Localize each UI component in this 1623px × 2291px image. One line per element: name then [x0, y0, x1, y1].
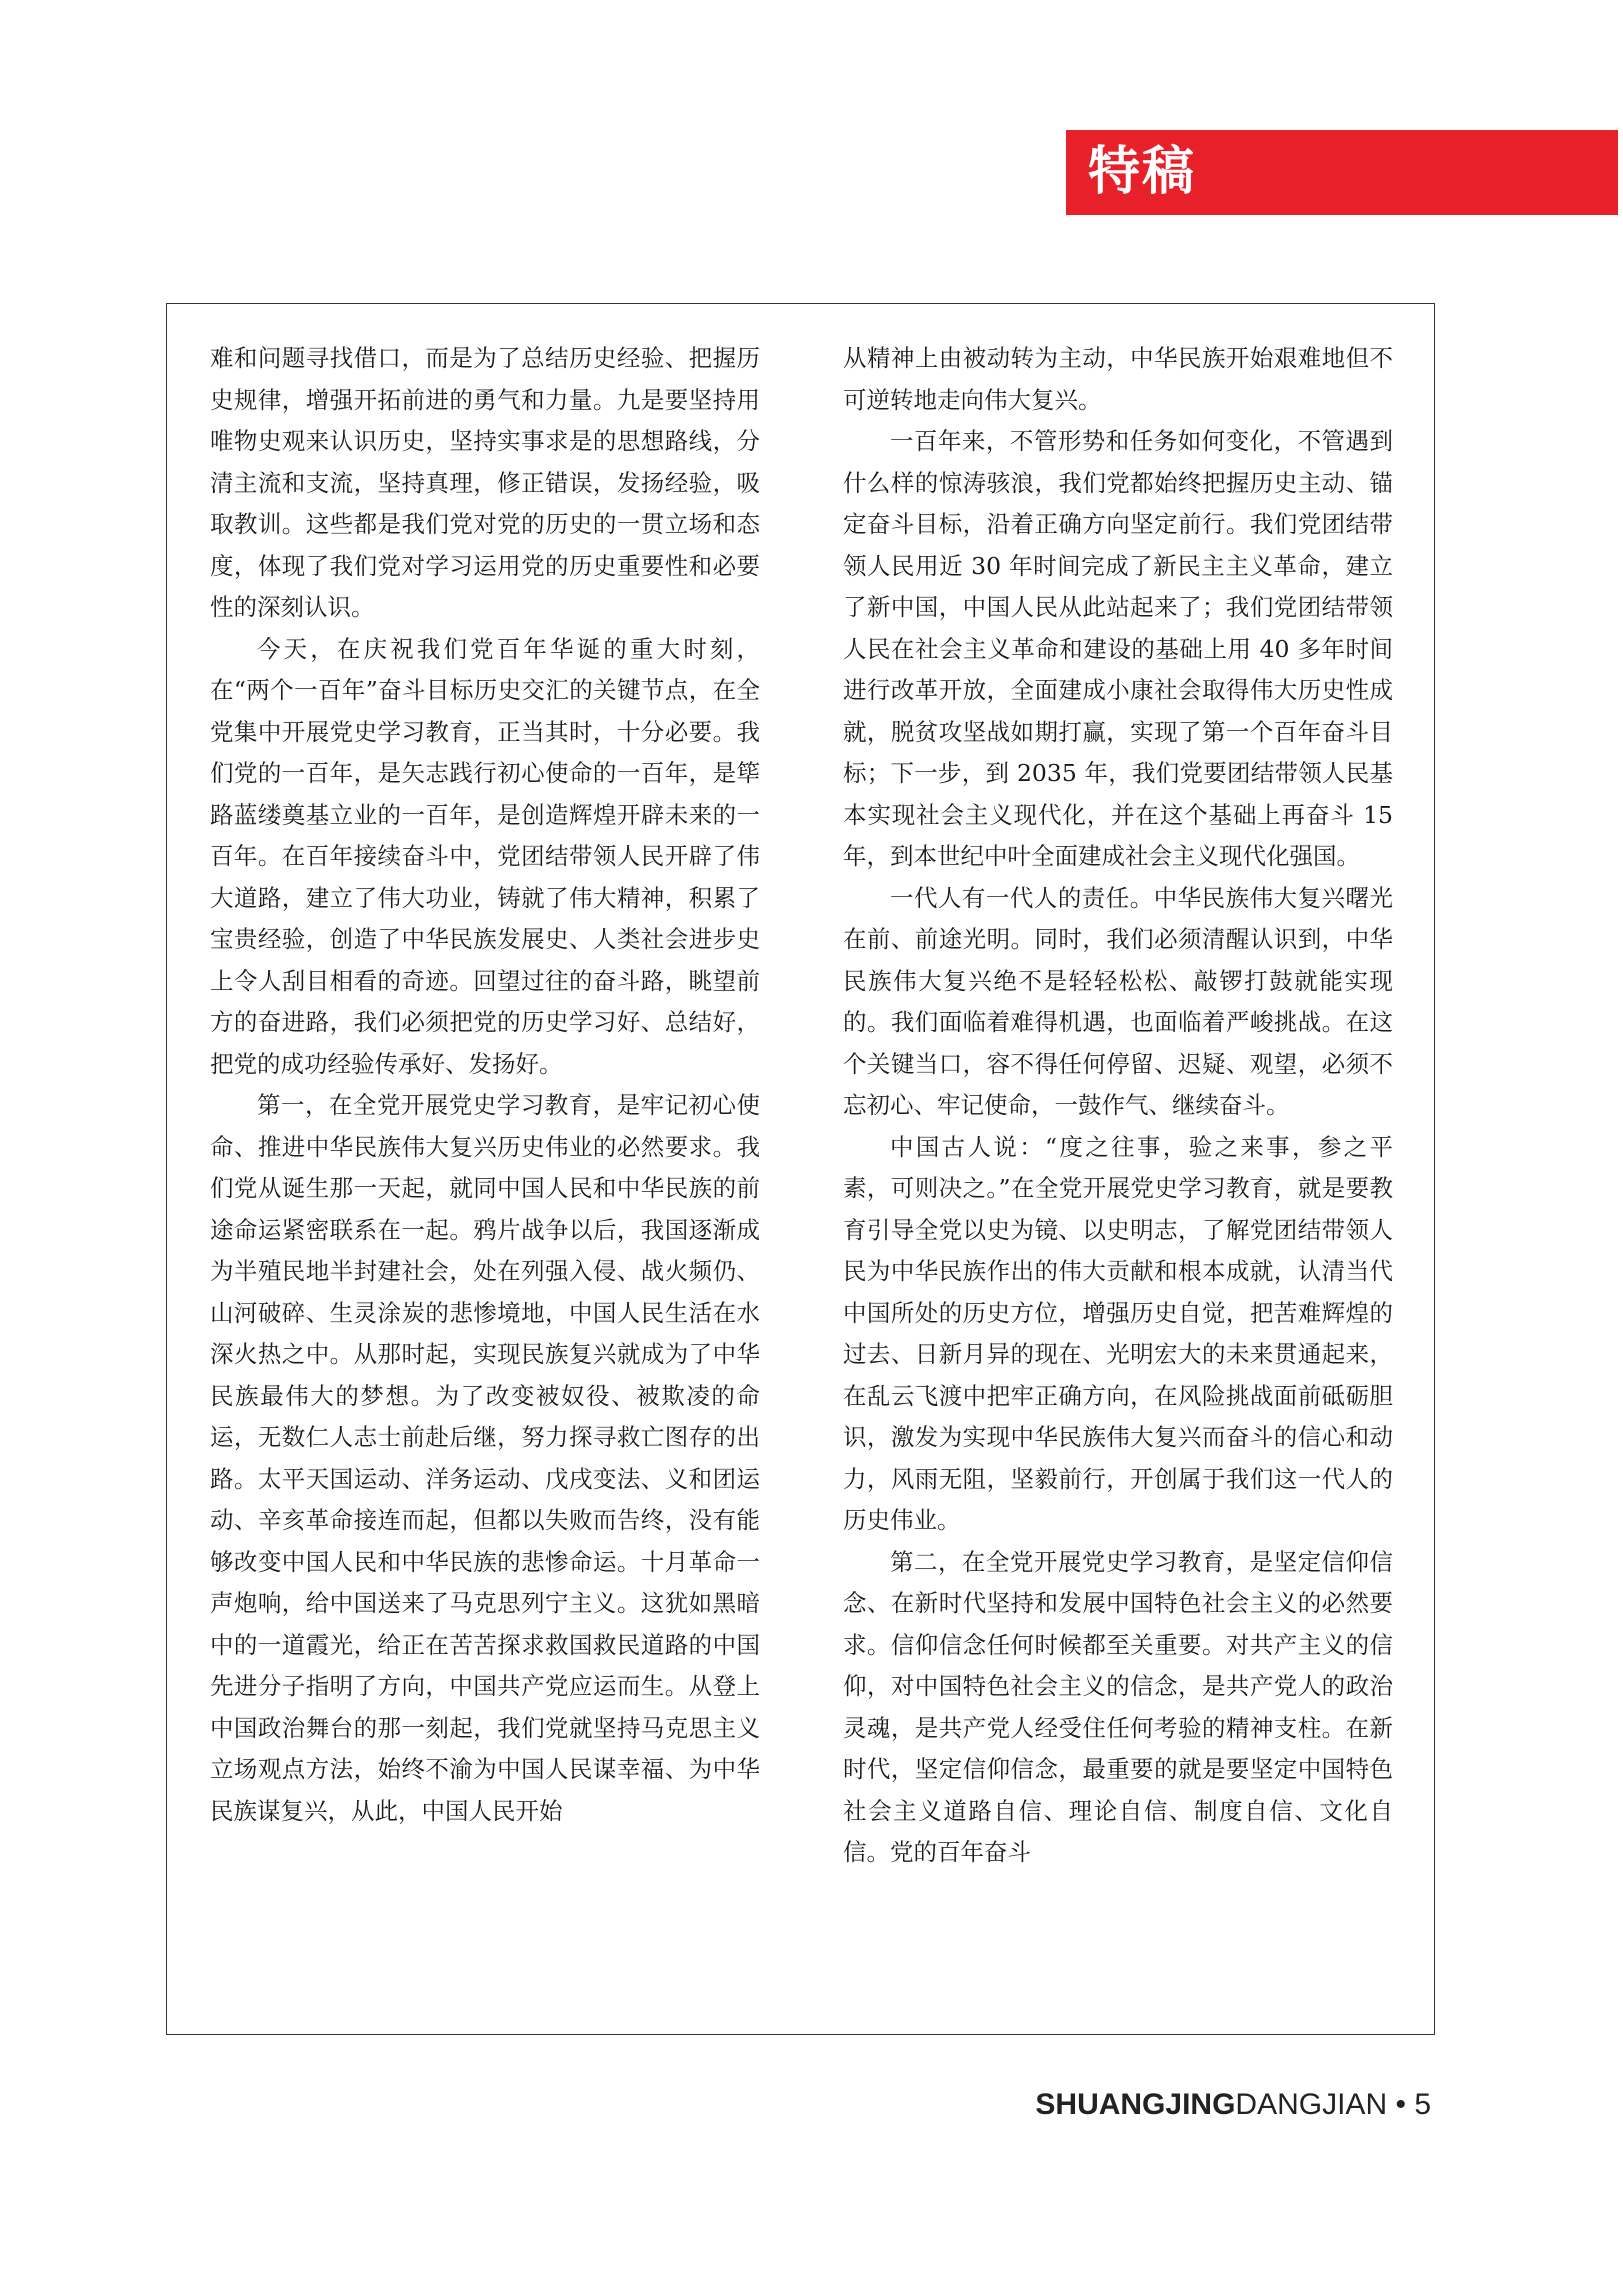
- article-body: [166, 303, 1435, 2035]
- left-column: [210, 338, 760, 1832]
- paragraph: 一代人有一代人的责任。中华民族伟大复兴曙光在前、前途光明。同时，我们必须清醒认识到，中华民族伟大复兴绝不是轻轻松松、敲锣打鼓就能实现的。我们面临着难得机遇，也面临着严峻挑战。在这个关键当口，容不得任何停留、迟疑、观望，必须不忘初心、牢记使命，一鼓作气、继续奋斗。: [843, 883, 1393, 1119]
- right-column: [843, 338, 1393, 1874]
- magazine-name-bold: SHUANGJING: [1035, 2088, 1236, 2121]
- paragraph: 从精神上由被动转为主动，中华民族开始艰难地但不可逆转地走向伟大复兴。: [843, 344, 1393, 414]
- paragraph: 一百年来，不管形势和任务如何变化，不管遇到什么样的惊涛骇浪，我们党都始终把握历史主动、锚定奋斗目标，沿着正确方向坚定前行。我们党团结带领人民用近 30 年时间完成了新民主主义革命，建立了新中国，中国人民从此站起来了；我们党团结带领人民在社会主义革命和建设的基础上用 40 多年时间进行改革开放，全面建成小康社会取得伟大历史性成就，脱贫攻坚战如期打赢，实现了第一个百年奋斗目标；下一步，到 2035 年，我们党要团结带领人民基本实现社会主义现代化，并在这个基础上再奋斗 15 年，到本世纪中叶全面建成社会主义现代化强国。: [843, 427, 1393, 870]
- footer-separator: •: [1395, 2088, 1406, 2121]
- page-number: 5: [1414, 2088, 1431, 2121]
- page-footer: [1035, 2088, 1431, 2122]
- paragraph: 今天，在庆祝我们党百年华诞的重大时刻，在“两个一百年”奋斗目标历史交汇的关键节点，在全党集中开展党史学习教育，正当其时，十分必要。我们党的一百年，是矢志践行初心使命的一百年，是筚路蓝缕奠基立业的一百年，是创造辉煌开辟未来的一百年。在百年接续奋斗中，党团结带领人民开辟了伟大道路，建立了伟大功业，铸就了伟大精神，积累了宝贵经验，创造了中华民族发展史、人类社会进步史上令人刮目相看的奇迹。回望过往的奋斗路，眺望前方的奋进路，我们必须把党的历史学习好、总结好，把党的成功经验传承好、发扬好。: [210, 634, 760, 1078]
- paragraph: 第一，在全党开展党史学习教育，是牢记初心使命、推进中华民族伟大复兴历史伟业的必然要求。我们党从诞生那一天起，就同中国人民和中华民族的前途命运紧密联系在一起。鸦片战争以后，我国逐渐成为半殖民地半封建社会，处在列强入侵、战火频仍、山河破碎、生灵涂炭的悲惨境地，中国人民生活在水深火热之中。从那时起，实现民族复兴就成为了中华民族最伟大的梦想。为了改变被奴役、被欺凌的命运，无数仁人志士前赴后继，努力探寻救亡图存的出路。太平天国运动、洋务运动、戊戌变法、义和团运动、辛亥革命接连而起，但都以失败而告终，没有能够改变中国人民和中华民族的悲惨命运。十月革命一声炮响，给中国送来了马克思列宁主义。这犹如黑暗中的一道霞光，给正在苦苦探求救国救民道路的中国先进分子指明了方向，中国共产党应运而生。从登上中国政治舞台的那一刻起，我们党就坚持马克思主义立场观点方法，始终不渝为中国人民谋幸福、为中华民族谋复兴，从此，中国人民开始: [210, 1091, 760, 1825]
- section-tag: 特稿: [1066, 130, 1618, 215]
- magazine-name-light: DANGJIAN: [1235, 2088, 1388, 2121]
- paragraph: 难和问题寻找借口，而是为了总结历史经验、把握历史规律，增强开拓前进的勇气和力量。九是要坚持用唯物史观来认识历史，坚持实事求是的思想路线，分清主流和支流，坚持真理，修正错误，发扬经验，吸取教训。这些都是我们党对党的历史的一贯立场和态度，体现了我们党对学习运用党的历史重要性和必要性的深刻认识。: [210, 344, 760, 621]
- paragraph: 中国古人说：“度之往事，验之来事，参之平素，可则决之。”在全党开展党史学习教育，就是要教育引导全党以史为镜、以史明志，了解党团结带领人民为中华民族作出的伟大贡献和根本成就，认清当代中国所处的历史方位，增强历史自觉，把苦难辉煌的过去、日新月异的现在、光明宏大的未来贯通起来，在乱云飞渡中把牢正确方向，在风险挑战面前砥砺胆识，激发为实现中华民族伟大复兴而奋斗的信心和动力，风雨无阻，坚毅前行，开创属于我们这一代人的历史伟业。: [843, 1132, 1393, 1534]
- paragraph: 第二，在全党开展党史学习教育，是坚定信仰信念、在新时代坚持和发展中国特色社会主义的必然要求。信仰信念任何时候都至关重要。对共产主义的信仰，对中国特色社会主义的信念，是共产党人的政治灵魂，是共产党人经受住任何考验的精神支柱。在新时代，坚定信仰信念，最重要的就是要坚定中国特色社会主义道路自信、理论自信、制度自信、文化自信。党的百年奋斗: [843, 1547, 1393, 1866]
